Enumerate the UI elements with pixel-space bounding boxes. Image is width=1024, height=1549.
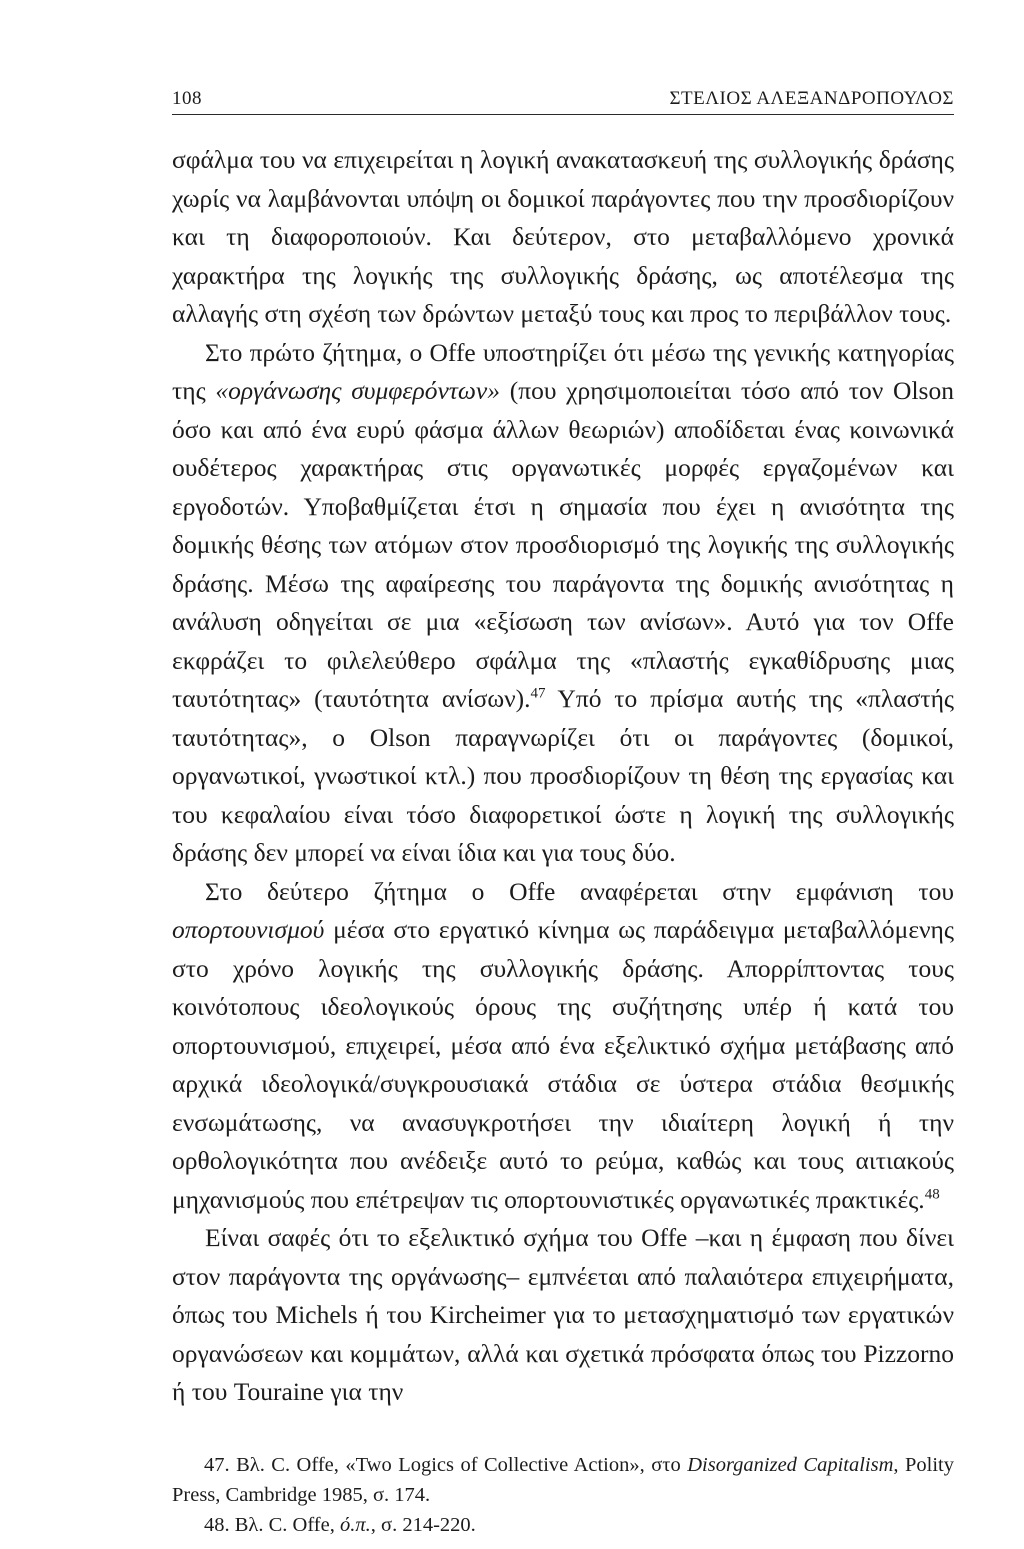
body-text — [172, 141, 954, 1412]
footnote-ref-48[interactable]: 48 — [924, 1186, 940, 1202]
paragraph-4: Είναι σαφές ότι το εξελικτικό σχήμα του Offe –και η έμφαση που δίνει στον παράγοντα της οργάνωσης– εμπνέεται από παλαιότερα επιχειρήματα, όπως του Michels ή του Kircheimer για το μετασχηματισμό των εργατικών οργανώσεων και κομμάτων, αλλά και σχετικά πρόσφατα όπως του Pizzorno ή του Touraine για την — [172, 1223, 954, 1406]
footnote-48 — [172, 1510, 954, 1540]
footnote-48-op-cit: ό.π. — [339, 1513, 371, 1536]
paragraph-1: σφάλμα του να επιχειρείται η λογική ανακατασκευή της συλλογικής δράσης χωρίς να λαμβάνονται υπόψη οι δομικοί παράγοντες που την προσδιορίζουν και τη διαφοροποιούν. Και δεύτερον, στο μεταβαλλόμενο χρονικά χαρακτήρα της λογικής της συλλογικής δράσης, ως αποτέλεσμα της αλλαγής στη σχέση των δρώντων μεταξύ τους και προς το περιβάλλον τους. — [172, 145, 954, 328]
paragraph-2-text-a: Στο πρώτο ζήτημα, ο Offe υποστηρίζει ότι μέσω της γενικής κατηγορίας της — [172, 337, 954, 405]
paragraph-2-italic-term: «οργάνωσης συμφερόντων» — [215, 376, 500, 405]
page-number: 108 — [172, 88, 202, 109]
footnote-47-text-b: , Polity Press, Cambridge 1985, σ. 174. — [172, 1453, 954, 1506]
paragraph-2 — [172, 334, 954, 873]
footnote-47 — [172, 1450, 954, 1510]
footnote-48-text-b: , σ. 214-220. — [370, 1513, 476, 1536]
paragraph-3 — [172, 873, 954, 1220]
footnote-47-text-a: 47. Βλ. C. Offe, «Two Logics of Collective Action», στο — [204, 1453, 688, 1476]
footnotes — [172, 1450, 954, 1540]
footnote-ref-47[interactable]: 47 — [530, 685, 546, 702]
paragraph-3-text-a: Στο δεύτερο ζήτημα ο Offe αναφέρεται στην εμφάνιση του — [205, 876, 954, 906]
paragraph-2-text-b: (που χρησιμοποιείται τόσο από τον Olson όσο και από ένα ευρύ φάσμα άλλων θεωριών) αποδίδεται ένας κοινωνικά ουδέτερος χαρακτήρας στις οργανωτικές μορφές εργαζομένων και εργοδοτών. Υποβαθμίζεται έτσι η σημασία που έχει η ανισότητα της δομικής θέσης των ατόμων στον προσδιορισμό της λογικής της συλλογικής δράσης. Μέσω της αφαίρεσης του παράγοντα της δομικής ανισότητας η ανάλυση οδηγείται σε μια «εξίσωση των ανίσων». Αυτό για τον Offe εκφράζει το φιλελεύθερο σφάλμα της «πλαστής εγκαθίδρυσης μιας ταυτότητας» (ταυτότητα ανίσων). — [172, 376, 954, 713]
paragraph-3-text-b: μέσα στο εργατικό κίνημα ως παράδειγμα μεταβαλλόμενης στο χρόνο λογικής της συλλογικής δράσης. Απορρίπτοντας τους κοινότοπους ιδεολογικούς όρους της συζήτησης υπέρ ή κατά του οπορτουνισμού, επιχειρεί, μέσα από ένα εξελικτικό σχήμα μετάβασης από αρχικά ιδεολογικά/συγκρουσιακά στάδια σε ύστερα στάδια θεσμικής ενσωμάτωσης, να ανασυγκροτήσει την ιδιαίτερη λογική ή την ορθολογικότητα που ανέδειξε αυτό το ρεύμα, καθώς και τους αιτιακούς μηχανισμούς που επέτρεψαν τις οπορτουνιστικές οργανωτικές πρακτικές. — [172, 915, 954, 1214]
running-head — [172, 88, 954, 115]
running-head-author: ΣΤΕΛΙΟΣ ΑΛΕΞΑΝΔΡΟΠΟΥΛΟΣ — [669, 88, 954, 109]
footnote-47-book-title: Disorganized Capitalism — [687, 1453, 894, 1476]
paragraph-2-text-c: Υπό το πρίσμα αυτής της «πλαστής ταυτότητας», ο Olson παραγνωρίζει ότι οι παράγοντες (δομικοί, οργανωτικοί, γνωστικοί κτλ.) που προσδιορίζουν τη θέση της εργασίας και του κεφαλαίου είναι τόσο διαφορετικοί ώστε η λογική της συλλογικής δράσης δεν μπορεί να είναι ίδια και για τους δύο. — [172, 684, 954, 867]
paragraph-3-italic-term: οπορτουνισμού — [172, 915, 325, 944]
book-page — [172, 88, 954, 1540]
footnote-48-text-a: 48. Βλ. C. Offe, — [204, 1513, 340, 1536]
